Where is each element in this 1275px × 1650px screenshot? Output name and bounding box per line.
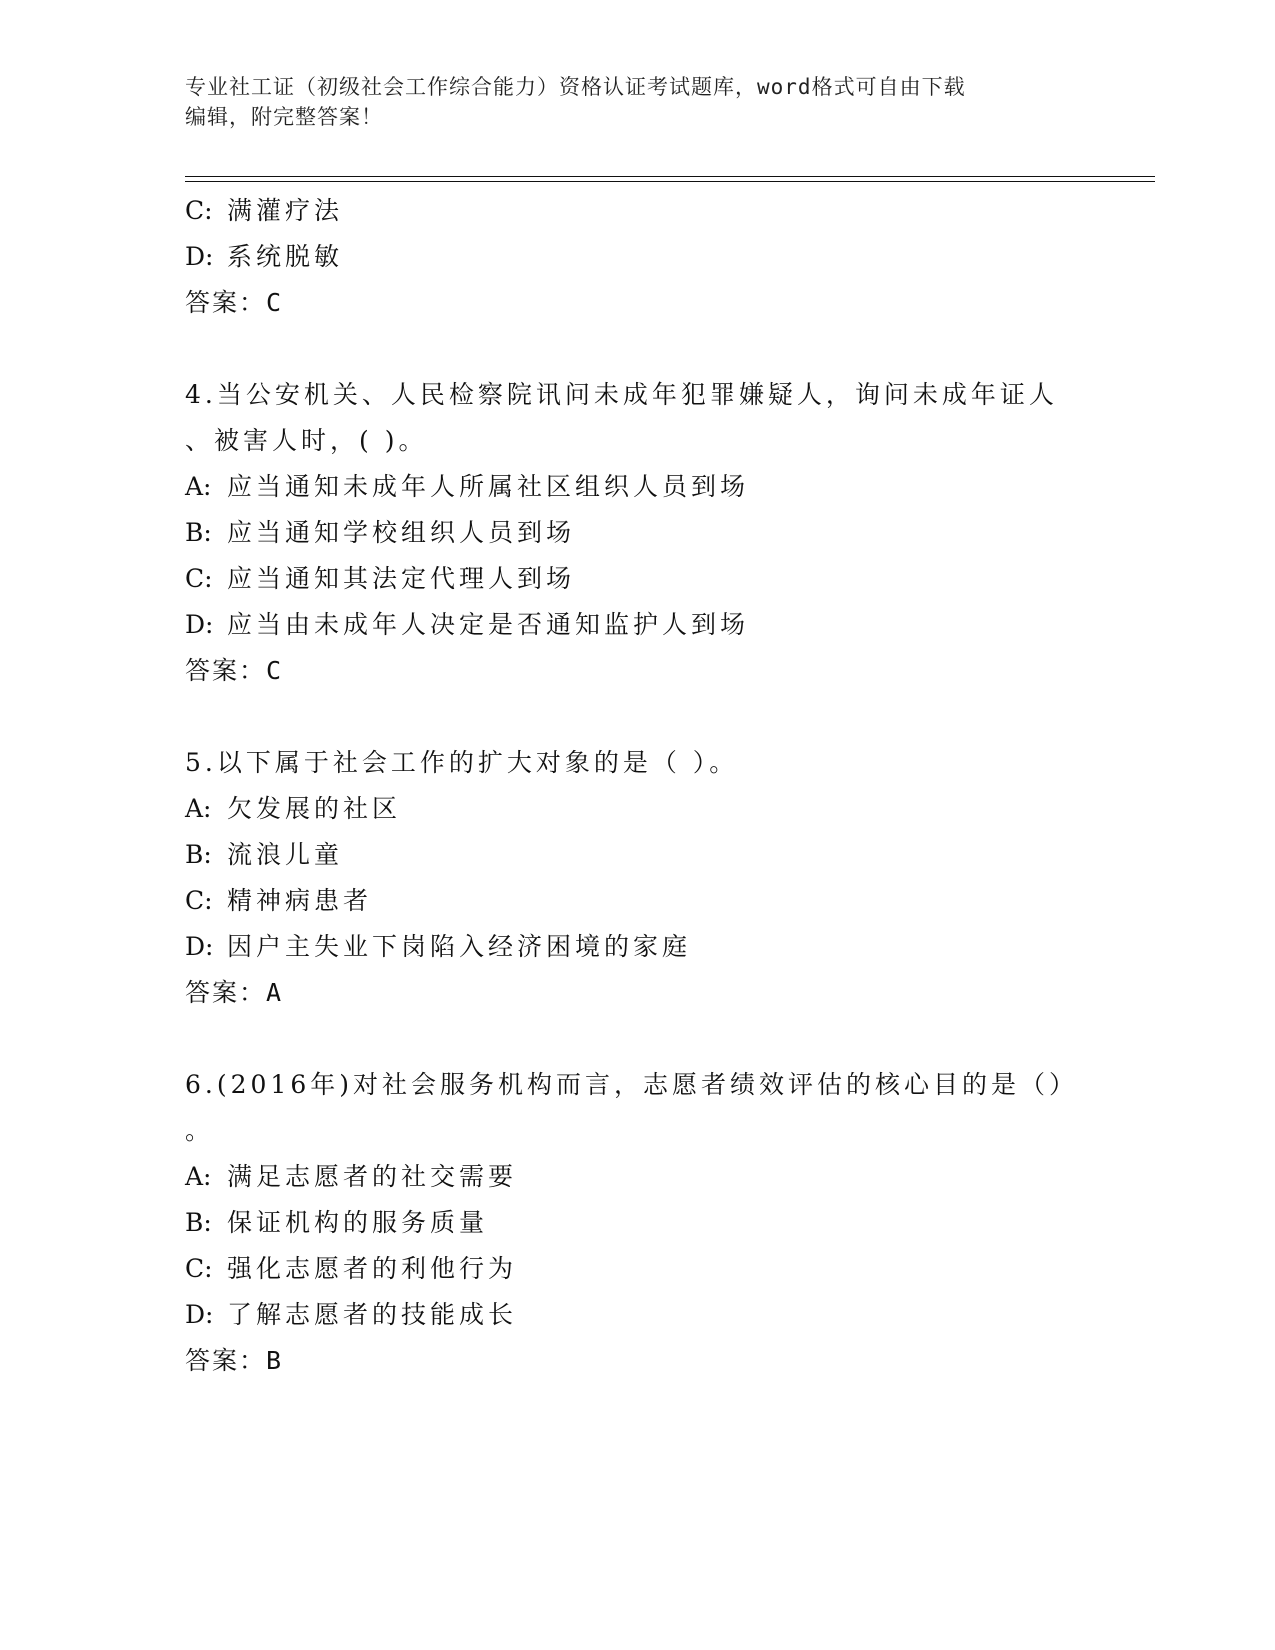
option-d	[185, 234, 1085, 280]
answer-value: B	[266, 1346, 284, 1375]
option-text: 应当由未成年人决定是否通知监护人到场	[227, 610, 750, 639]
option-key: B:	[185, 1208, 212, 1237]
option-text: 保证机构的服务质量	[227, 1208, 489, 1237]
question-stem-continued: 、被害人时，( )。	[185, 426, 428, 455]
option-text: 强化志愿者的利他行为	[227, 1254, 518, 1283]
option-key: A:	[185, 472, 212, 501]
option-c	[185, 188, 1085, 234]
question-6	[185, 1062, 1085, 1384]
option-text: 满灌疗法	[227, 196, 344, 225]
option-c	[185, 878, 1085, 924]
option-key: A:	[185, 1162, 212, 1191]
option-key: C:	[185, 886, 213, 915]
option-d	[185, 602, 1085, 648]
option-text: 系统脱敏	[227, 242, 344, 271]
answer-label: 答案：	[185, 288, 267, 317]
question-5	[185, 740, 1085, 1016]
spacer	[185, 694, 1085, 740]
option-text: 欠发展的社区	[227, 794, 402, 823]
option-text: 应当通知其法定代理人到场	[227, 564, 576, 593]
option-d	[185, 1292, 1085, 1338]
header-divider-bottom	[185, 181, 1155, 182]
document-header	[185, 72, 1085, 132]
option-key: D:	[185, 1300, 214, 1329]
answer-value: C	[266, 288, 284, 317]
continued-question	[185, 188, 1085, 326]
header-line-1: 专业社工证（初级社会工作综合能力）资格认证考试题库，word格式可自由下载	[185, 75, 966, 99]
option-text: 流浪儿童	[227, 840, 344, 869]
option-b	[185, 832, 1085, 878]
answer-line	[185, 280, 1085, 326]
answer-label: 答案：	[185, 656, 267, 685]
question-list	[185, 188, 1085, 1384]
option-text: 满足志愿者的社交需要	[227, 1162, 518, 1191]
answer-line	[185, 970, 1085, 1016]
spacer	[185, 1016, 1085, 1062]
option-text: 精神病患者	[227, 886, 373, 915]
option-key: C:	[185, 1254, 213, 1283]
question-stem: 6.(2016年)对社会服务机构而言，志愿者绩效评估的核心目的是（）	[185, 1070, 1078, 1099]
option-b	[185, 1200, 1085, 1246]
question-4	[185, 372, 1085, 694]
option-b	[185, 510, 1085, 556]
option-text: 了解志愿者的技能成长	[227, 1300, 518, 1329]
header-line-2: 编辑，附完整答案！	[185, 105, 383, 129]
option-c	[185, 556, 1085, 602]
question-stem-continued: 。	[185, 1116, 215, 1145]
option-key: D:	[185, 242, 214, 271]
option-a	[185, 786, 1085, 832]
question-stem: 4.当公安机关、人民检察院讯问未成年犯罪嫌疑人，询问未成年证人	[185, 380, 1058, 409]
option-key: B:	[185, 518, 212, 547]
option-c	[185, 1246, 1085, 1292]
option-key: D:	[185, 932, 214, 961]
option-text: 应当通知未成年人所属社区组织人员到场	[227, 472, 750, 501]
option-text: 应当通知学校组织人员到场	[227, 518, 576, 547]
option-d	[185, 924, 1085, 970]
option-key: B:	[185, 840, 212, 869]
answer-label: 答案：	[185, 1346, 267, 1375]
spacer	[185, 326, 1085, 372]
option-key: C:	[185, 196, 213, 225]
answer-value: A	[266, 978, 284, 1007]
answer-label: 答案：	[185, 978, 267, 1007]
header-divider-top	[185, 176, 1155, 177]
option-text: 因户主失业下岗陷入经济困境的家庭	[227, 932, 692, 961]
question-stem: 5.以下属于社会工作的扩大对象的是（ ）。	[185, 748, 739, 777]
option-key: D:	[185, 610, 214, 639]
answer-line	[185, 1338, 1085, 1384]
option-key: C:	[185, 564, 213, 593]
answer-value: C	[266, 656, 284, 685]
option-key: A:	[185, 794, 212, 823]
option-a	[185, 464, 1085, 510]
option-a	[185, 1154, 1085, 1200]
answer-line	[185, 648, 1085, 694]
